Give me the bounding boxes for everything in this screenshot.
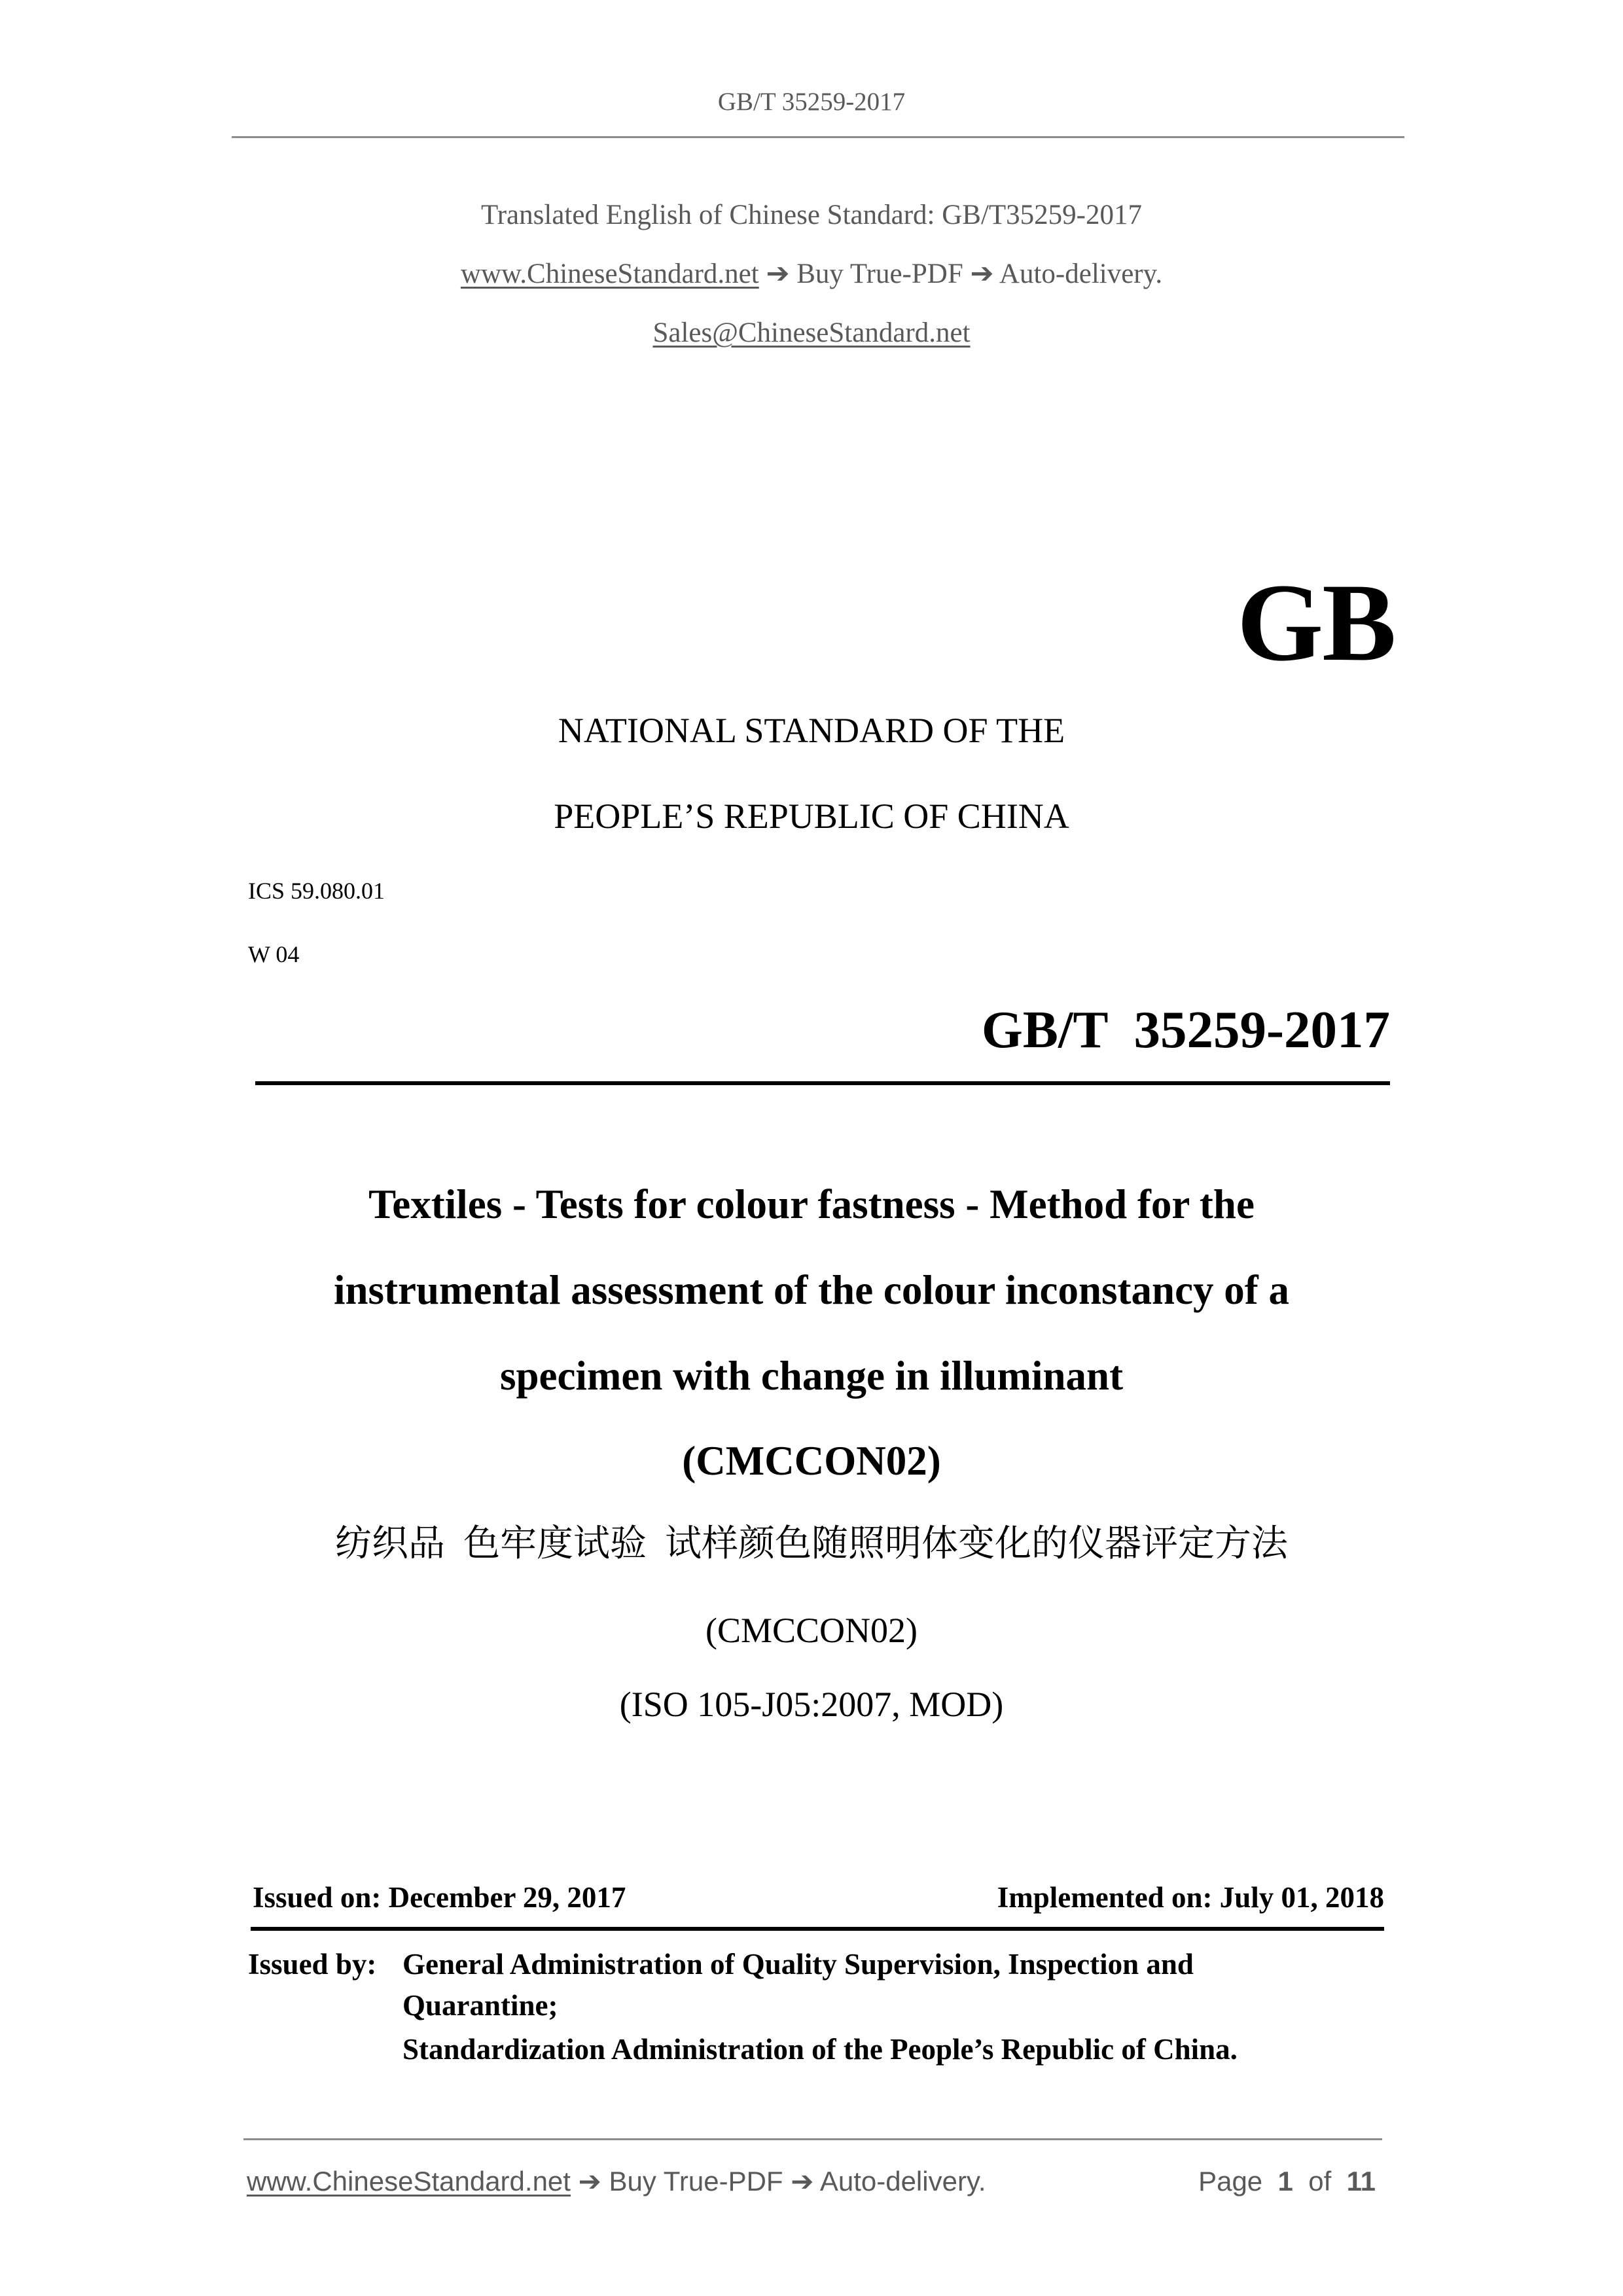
issued-on (253, 1883, 626, 1912)
ccs-code: W 04 (248, 941, 300, 967)
footer-promo (247, 2168, 986, 2195)
page-indicator (1198, 2168, 1376, 2195)
page-of: of (1308, 2166, 1332, 2197)
promo-line (0, 260, 1623, 288)
header-rule (232, 136, 1404, 138)
iso-reference: (ISO 105-J05:2007, MOD) (619, 1685, 1004, 1724)
issued-by-label: Issued by: (248, 1948, 377, 1981)
chinese-title-code: (CMCCON02) (705, 1611, 918, 1650)
auto-delivery-text: Auto-delivery. (999, 259, 1163, 289)
implemented-on-label: Implemented on: (997, 1881, 1213, 1914)
email-line (0, 319, 1623, 347)
chinese-title: 纺织品 色牢度试验 试样颜色随照明体变化的仪器评定方法 (335, 1524, 1288, 1564)
footer-site-link[interactable]: www.ChineseStandard.net (247, 2166, 571, 2197)
page-total: 11 (1346, 2166, 1376, 2197)
title-line-2: instrumental assessment of the colour inconstancy of a (333, 1267, 1290, 1313)
footer-auto-delivery-text: Auto-delivery. (819, 2166, 986, 2197)
arrow-right-icon: ➔ (791, 2166, 814, 2197)
implemented-on-value: July 01, 2018 (1219, 1881, 1384, 1914)
national-standard-line2: PEOPLE’S REPUBLIC OF CHINA (554, 797, 1069, 836)
buy-true-pdf-text: Buy True-PDF (796, 259, 963, 289)
ics-code: ICS 59.080.01 (248, 878, 385, 904)
title-line-1: Textiles - Tests for colour fastness - Method for the (368, 1181, 1255, 1227)
issued-on-label: Issued on: (253, 1881, 382, 1914)
issued-on-value: December 29, 2017 (388, 1881, 626, 1914)
dates-rule (251, 1927, 1384, 1931)
gb-logo: GB (1237, 561, 1395, 684)
page-label: Page (1198, 2166, 1263, 2197)
translated-notice: Translated English of Chinese Standard: GB/T35259-2017 (480, 200, 1143, 230)
national-standard-line1: NATIONAL STANDARD OF THE (558, 711, 1065, 750)
sales-email-link[interactable]: Sales@ChineseStandard.net (652, 317, 971, 348)
issuer-line-1: General Administration of Quality Supervision, Inspection and (402, 1948, 1194, 1981)
page-current: 1 (1277, 2166, 1293, 2197)
footer-buy-true-pdf-text: Buy True-PDF (609, 2166, 783, 2197)
standard-number: GB/T 35259-2017 (981, 1000, 1390, 1059)
title-line-3: specimen with change in illuminant (499, 1353, 1124, 1399)
arrow-right-icon: ➔ (766, 259, 790, 289)
title-line-4: (CMCCON02) (682, 1438, 941, 1484)
site-link[interactable]: www.ChineseStandard.net (460, 259, 759, 289)
arrow-right-icon: ➔ (970, 259, 994, 289)
issuer-line-3: Standardization Administration of the People’s Republic of China. (402, 2033, 1238, 2066)
standard-number-rule (255, 1081, 1390, 1085)
arrow-right-icon: ➔ (578, 2166, 601, 2197)
running-header-title: GB/T 35259-2017 (717, 88, 906, 116)
implemented-on (997, 1883, 1384, 1912)
issuer-line-2: Quarantine; (402, 1989, 558, 2022)
footer-rule (243, 2138, 1382, 2140)
